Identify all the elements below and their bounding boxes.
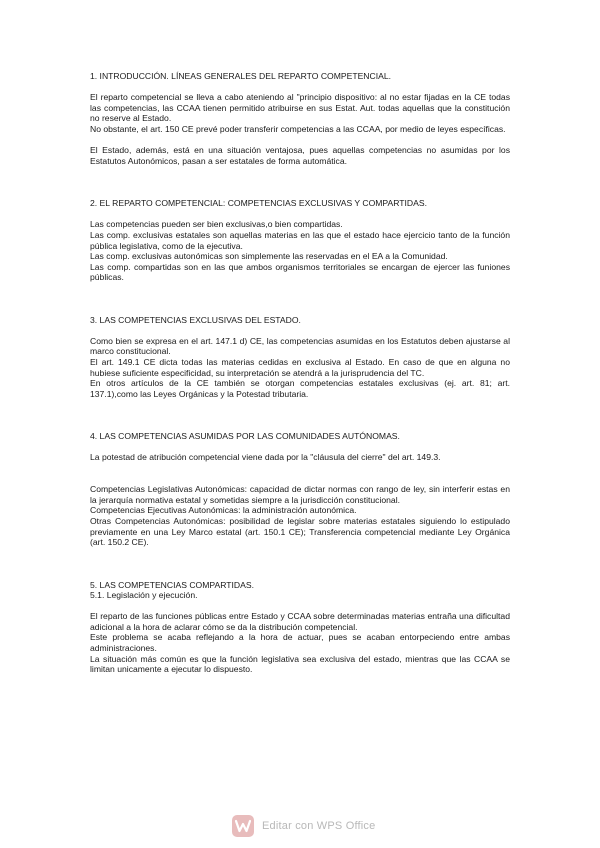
wps-footer-link[interactable] xyxy=(232,815,375,837)
section-3-paragraph: En otros artículos de la CE también se otorgan competencias estatales exclusivas (ej. art. 81; art. 137.1),como las Leyes Orgánicas y la Potestad tributaria. xyxy=(90,378,510,399)
section-2-heading: 2. EL REPARTO COMPETENCIAL: COMPETENCIAS EXCLUSIVAS Y COMPARTIDAS. xyxy=(90,198,427,209)
section-1-paragraph: No obstante, el art. 150 CE prevé poder transferir competencias a las CCAA, por medio de leyes específicas. xyxy=(90,123,506,134)
spacer xyxy=(90,463,510,474)
spacer xyxy=(90,209,510,220)
spacer xyxy=(90,82,510,93)
spacer xyxy=(90,601,510,612)
spacer xyxy=(90,177,510,188)
wps-footer-text: Editar con WPS Office xyxy=(262,820,376,832)
section-2-paragraph: Las comp. exclusivas estatales son aquellas materias en las que el estado hace ejercicio tanto de la función pública legislativa, como de la ejecutiva. xyxy=(90,229,510,251)
spacer xyxy=(90,442,510,453)
spacer xyxy=(90,304,510,315)
section-4-paragraph: Otras Competencias Autonómicas: posibilidad de legislar sobre materias estatales siguiendo lo estipulado previamente en una Ley Marco estatal (art. 150.1 CE); Transferencia competencial mediante Ley Orgánica (art. 150.2 CE). xyxy=(90,515,510,548)
spacer xyxy=(90,135,510,146)
section-5-heading: 5. LAS COMPETENCIAS COMPARTIDAS. xyxy=(90,579,254,590)
section-4-heading: 4. LAS COMPETENCIAS ASUMIDAS POR LAS COMUNIDADES AUTÓNOMAS. xyxy=(90,431,400,442)
spacer xyxy=(90,293,510,304)
spacer xyxy=(90,548,510,559)
section-3-heading: 3. LAS COMPETENCIAS EXCLUSIVAS DEL ESTADO. xyxy=(90,314,301,325)
spacer xyxy=(90,569,510,580)
section-4-paragraph: Competencias Legislativas Autonómicas: capacidad de dictar normas con rango de ley, sin interferir estas en la jerarquía normativa estatal y sometidas siempre a la jurisdicción constitucional. xyxy=(90,484,510,505)
section-2-paragraph: Las competencias pueden ser bien exclusivas,o bien compartidas. xyxy=(90,219,343,230)
spacer xyxy=(90,283,510,294)
wps-logo-icon xyxy=(232,815,254,837)
spacer xyxy=(90,399,510,410)
spacer xyxy=(90,474,510,485)
document-page xyxy=(90,71,510,675)
spacer xyxy=(90,166,510,177)
section-5-paragraph: Este problema se acaba reflejando a la hora de actuar, pues se acaban entorpeciendo entre ambas administraciones. xyxy=(90,632,510,654)
section-4-paragraph: La potestad de atribución competencial viene dada por la "cláusula del cierre" del art. 149.3. xyxy=(90,452,441,463)
section-5-paragraph: La situación más común es que la función legislativa sea exclusiva del estado, mientras que las CCAA se limitan unicamente a ejecutar lo dispuesto. xyxy=(90,653,510,675)
spacer xyxy=(90,410,510,421)
section-1-paragraph: El Estado, además, está en una situación ventajosa, pues aquellas competencias no asumidas por los Estatutos Autonómicos, pasan a ser estatales de forma automática. xyxy=(90,145,510,166)
section-2-paragraph: Las comp. compartidas son en las que ambos organismos territoriales se encargan de ejercer las funiones públicas. xyxy=(90,261,510,283)
spacer xyxy=(90,421,510,432)
section-5-subheading: 5.1. Legislación y ejecución. xyxy=(90,590,198,601)
section-5-paragraph: El reparto de las funciones públicas entre Estado y CCAA sobre determinadas materias entraña una dificultad adicional a la hora de aclarar cómo se da la distribución competencial. xyxy=(90,611,510,632)
section-4-paragraph: Competencias Ejecutivas Autonómicas: la administración autonómica. xyxy=(90,505,357,516)
spacer xyxy=(90,325,510,336)
section-3-paragraph: Como bien se expresa en el art. 147.1 d) CE, las competencias asumidas en los Estatutos deben ajustarse al marco constitucional. xyxy=(90,335,510,357)
section-1-paragraph: El reparto competencial se lleva a cabo ateniendo al "principio dispositivo: al no estar fijadas en la CE todas las competencias, las CCAA tienen permitido atribuirse en sus Estat. Aut. todas aquellas que la constitución no reserve al Estado. xyxy=(90,92,510,124)
spacer xyxy=(90,558,510,569)
spacer xyxy=(90,188,510,199)
section-3-paragraph: El art. 149.1 CE dicta todas las materias cedidas en exclusiva al Estado. En caso de que en alguna no hubiese suficiente especificidad, su interpretación se atendrá a la jurisprudencia del TC. xyxy=(90,357,510,378)
section-2-paragraph: Las comp. exclusivas autonómicas son simplemente las reservadas en el EA a la Comunidad. xyxy=(90,251,448,262)
section-1-heading: 1. INTRODUCCIÓN. LÍNEAS GENERALES DEL REPARTO COMPETENCIAL. xyxy=(90,71,392,81)
